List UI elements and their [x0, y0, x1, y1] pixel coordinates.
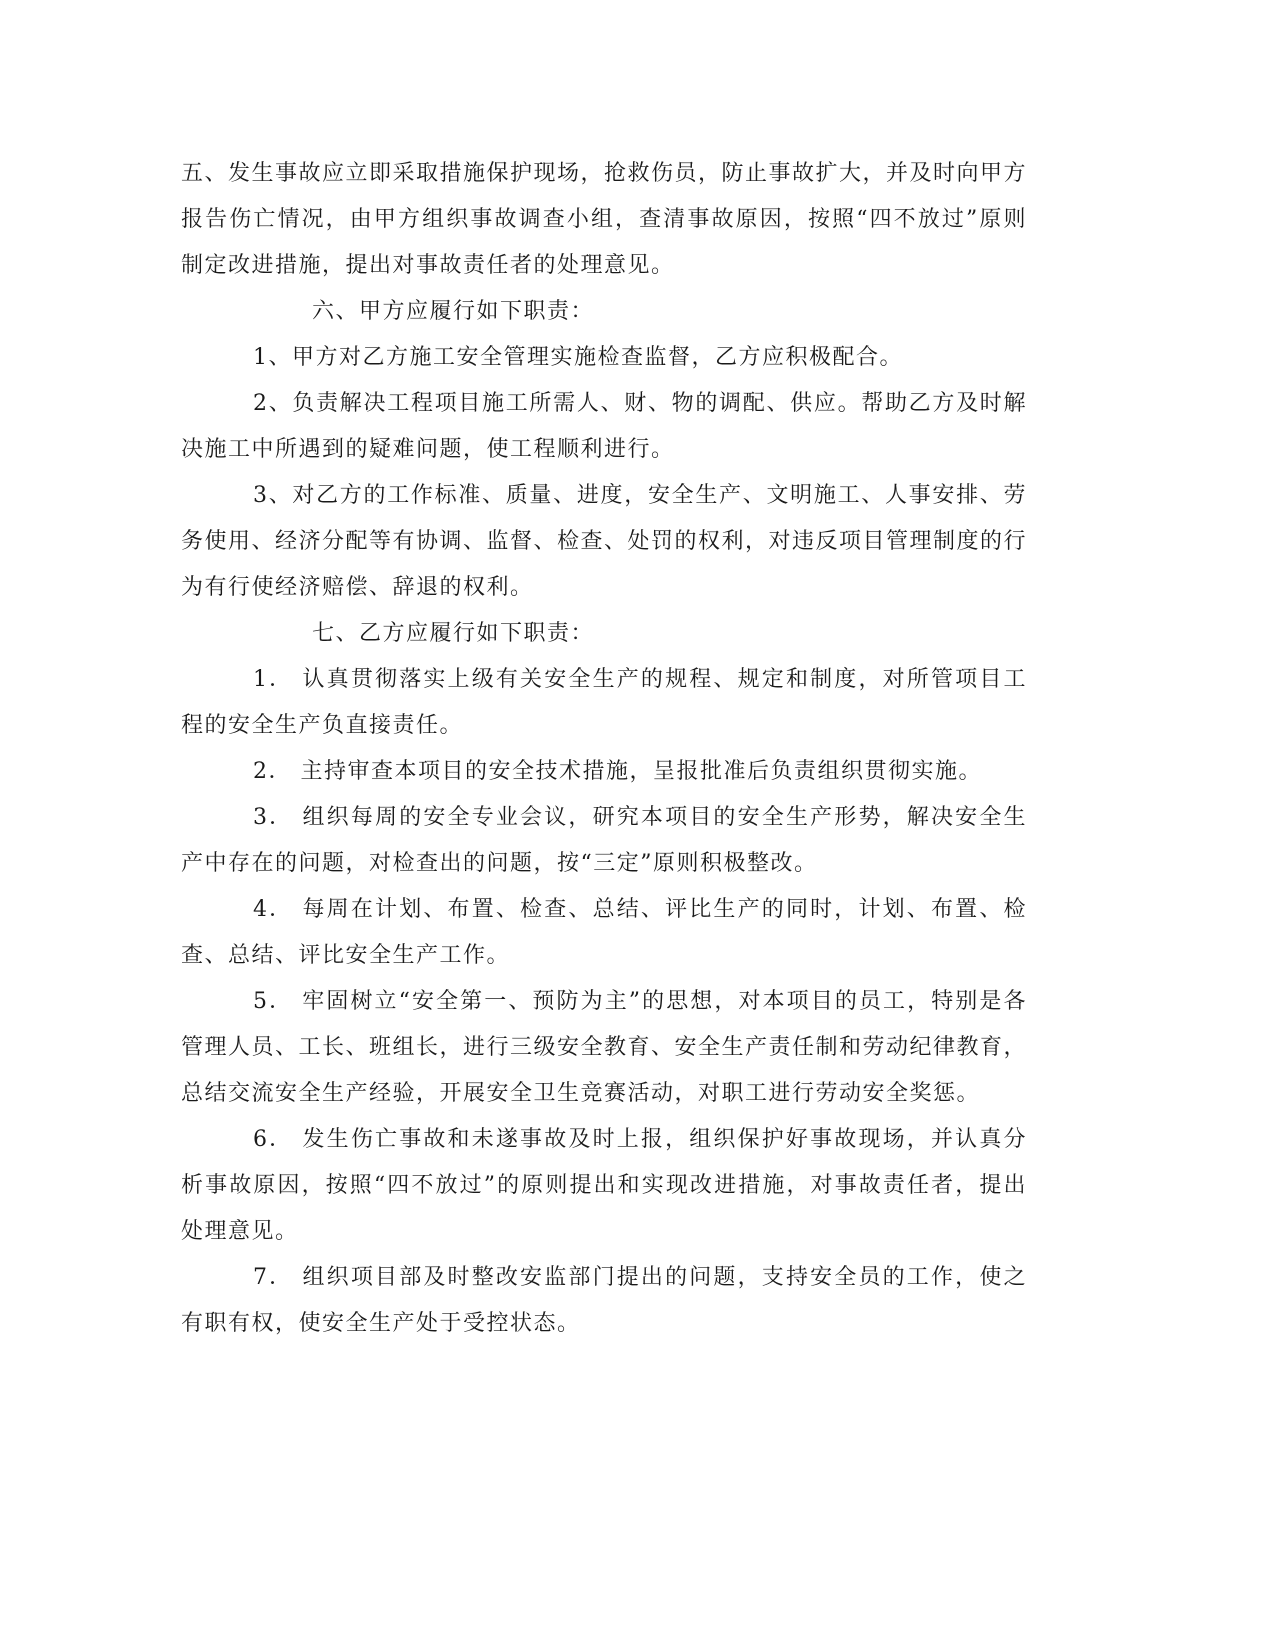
party-a-duty-1: 1、甲方对乙方施工安全管理实施检查监督，乙方应积极配合。 — [253, 345, 903, 370]
party-b-duty-5: 5． 牢固树立“安全第一、预防为主”的思想，对本项目的员工，特别是各管理人员、工长、班组长，进行三级安全教育、安全生产责任制和劳动纪律教育，总结交流安全生产经验，开展安全卫生竞赛活动，对职工进行劳动安全奖惩。 — [181, 989, 1028, 1106]
party-b-duty-4: 4． 每周在计划、布置、检查、总结、评比生产的同时，计划、布置、检查、总结、评比安全生产工作。 — [181, 897, 1027, 968]
party-b-duty-3: 3． 组织每周的安全专业会议，研究本项目的安全生产形势，解决安全生产中存在的问题，对检查出的问题，按“三定”原则积极整改。 — [181, 805, 1027, 876]
party-a-duty-2: 2、负责解决工程项目施工所需人、财、物的调配、供应。帮助乙方及时解决施工中所遇到的疑难问题，使工程顺利进行。 — [181, 391, 1027, 462]
section-heading-party-b-duties: 七、乙方应履行如下职责： — [312, 621, 595, 646]
party-b-duty-2: 2． 主持审查本项目的安全技术措施，呈报批准后负责组织贯彻实施。 — [253, 759, 982, 784]
document-body — [181, 151, 1027, 1347]
party-a-duty-3: 3、对乙方的工作标准、质量、进度，安全生产、文明施工、人事安排、劳务使用、经济分配等有协调、监督、检查、处罚的权利，对违反项目管理制度的行为有行使经济赔偿、辞退的权利。 — [181, 483, 1028, 600]
party-b-duty-1: 1． 认真贯彻落实上级有关安全生产的规程、规定和制度，对所管项目工程的安全生产负直接责任。 — [181, 667, 1027, 738]
section-heading-party-a-duties: 六、甲方应履行如下职责： — [312, 299, 595, 324]
party-b-duty-6: 6． 发生伤亡事故和未遂事故及时上报，组织保护好事故现场，并认真分析事故原因，按照“四不放过”的原则提出和实现改进措施，对事故责任者，提出处理意见。 — [181, 1127, 1027, 1244]
party-b-duty-7: 7． 组织项目部及时整改安监部门提出的问题，支持安全员的工作，使之有职有权，使安全生产处于受控状态。 — [181, 1265, 1027, 1336]
paragraph-accident-handling: 五、发生事故应立即采取措施保护现场，抢救伤员，防止事故扩大，并及时向甲方报告伤亡情况，由甲方组织事故调查小组，查清事故原因，按照“四不放过”原则制定改进措施，提出对事故责任者的处理意见。 — [181, 161, 1028, 278]
